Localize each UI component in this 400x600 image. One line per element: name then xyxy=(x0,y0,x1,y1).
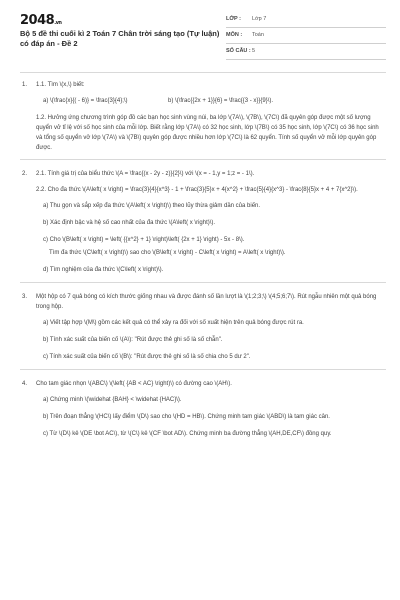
meta-row-subject xyxy=(226,29,386,44)
question-text: 1.1. Tìm \(x,\) biết: xyxy=(36,82,85,88)
question-text: 2.2. Cho đa thức \(A\left( x \right) = \frac{3}{4}{x^3} - 1 + \frac{3}{5}x + 4{x^2} + \frac{5}{4}{x^3} - \frac{8}{5}x + 4 + 7{x^2}\). xyxy=(36,187,358,193)
sub-question-b: b) Trên đoạn thẳng \(HC\) lấy điểm \(D\) sao cho \(HD = HB\). Chứng minh tam giác \(ABD\) là tam giác cân. xyxy=(43,414,330,420)
meta-row-count xyxy=(226,45,386,60)
sub-question-a: a) Viết tập hợp \(M\) gồm các kết quả có thể xảy ra đối với số xuất hiện trên quả bóng được rút ra. xyxy=(43,320,304,326)
sub-question-c: c) Từ \(D\) kẻ \(DE \bot AC\), từ \(C\) kẻ \(CF \bot AD\). Chứng minh ba đường thẳng \(AH,DE,CF\) đồng quy. xyxy=(43,431,332,437)
sub-question-c-detail: Tìm đa thức \(C\left( x \right)\) sao cho \(B\left( x \right) - C\left( x \right) = A\left( x \right)\). xyxy=(49,250,286,256)
question-3 xyxy=(20,292,386,362)
sub-question-c: c) Cho \(B\left( x \right) = \left( {{x^2} + 1} \right)\left( {2x + 1} \right) - 5x - 8\). xyxy=(43,237,245,243)
logo-suffix: .vn xyxy=(54,20,62,26)
logo-main: 2048 xyxy=(20,13,55,28)
question-text: Cho tam giác nhọn \(ABC\) \(\left( {AB < AC} \right)\) có đường cao \(AH\). xyxy=(36,381,232,387)
sub-question-row xyxy=(43,96,386,106)
meta-label: SỐ CÂU : xyxy=(226,48,251,54)
meta-value: 5 xyxy=(252,48,256,54)
meta-value: Toán xyxy=(252,32,264,38)
question-number: 2. xyxy=(22,171,28,177)
question-text: 2.1. Tính giá trị của biểu thức \(A = \frac{(x - 2y - z)}{2}\) với \(x = - 1,y = 1;z = - 1\). xyxy=(36,171,255,177)
question-2 xyxy=(20,169,386,275)
sub-question-a: a) Thu gọn và sắp xếp đa thức \(A\left( x \right)\) theo lũy thừa giảm dần của biến. xyxy=(43,203,261,209)
question-number: 4. xyxy=(22,381,28,387)
question-number: 3. xyxy=(22,294,28,300)
sub-question-d: d) Tìm nghiệm của đa thức \(C\left( x \right)\). xyxy=(43,267,164,273)
question-number: 1. xyxy=(22,82,28,88)
meta-label: MÔN : xyxy=(226,32,243,38)
question-text: 1.2. Hưởng ứng chương trình góp đồ các bạn học sinh vùng núi, ba lớp \(7A\), \(7B\), \(7C\) đã quyên góp được một số lượng quyển vở tỉ lệ với số học sinh của mỗi lớp. Biết rằng lớp \(7A\) có 32 học sinh, lớp \(7B\) có 35 học sinh, lớp \(7C\) có 36 học sinh và tổng số quyển vở lớp \(7A\) và \(7B\) quyên góp được nhiều hơn lớp \(7C\) là 62 quyển. Tính số quyển vở mỗi lớp quyên góp được. xyxy=(36,115,379,151)
sub-question-c: c) Tính xác suất của biến cố \(B\): "Rút được thẻ ghi số là số chia cho 5 dư 2". xyxy=(43,354,251,360)
meta-table xyxy=(226,13,386,61)
meta-label: LỚP : xyxy=(226,16,241,22)
header-divider xyxy=(20,72,386,73)
question-divider xyxy=(20,282,386,283)
question-divider xyxy=(20,369,386,370)
sub-question-b: b) Xác định bậc và hệ số cao nhất của đa thức \(A\left( x \right)\). xyxy=(43,220,216,226)
meta-row-class xyxy=(226,13,386,28)
sub-question-a: a) \(\frac{x}{( - 6)} = \frac{3}{4};\) xyxy=(43,98,128,104)
question-1 xyxy=(20,80,386,153)
question-divider xyxy=(20,159,386,160)
sub-question-b: b) Tính xác suất của biến cố \(A\): "Rút được thẻ ghi số là số chẵn". xyxy=(43,337,223,343)
page-header xyxy=(0,0,400,72)
sub-question-a: a) Chứng minh \(\widehat {BAH} < \widehat {HAC}\). xyxy=(43,397,182,403)
question-text: Một hộp có 7 quả bóng có kích thước giống nhau và được đánh số lần lượt là \(1;2;3;\) \(4;5;6;7\). Rút ngẫu nhiên một quả bóng trong hộp. xyxy=(36,294,377,310)
site-logo[interactable] xyxy=(20,13,61,28)
meta-value: Lớp 7 xyxy=(252,16,267,22)
question-list xyxy=(20,80,386,446)
question-4 xyxy=(20,379,386,439)
document-title: Bộ 5 đề thi cuối kì 2 Toán 7 Chân trời sáng tạo (Tự luận) có đáp án - Đề 2 xyxy=(20,29,220,48)
sub-question-b: b) \(\frac{{2x + 1}}{6} = \frac{{3 - x}}{9}\). xyxy=(168,98,274,104)
